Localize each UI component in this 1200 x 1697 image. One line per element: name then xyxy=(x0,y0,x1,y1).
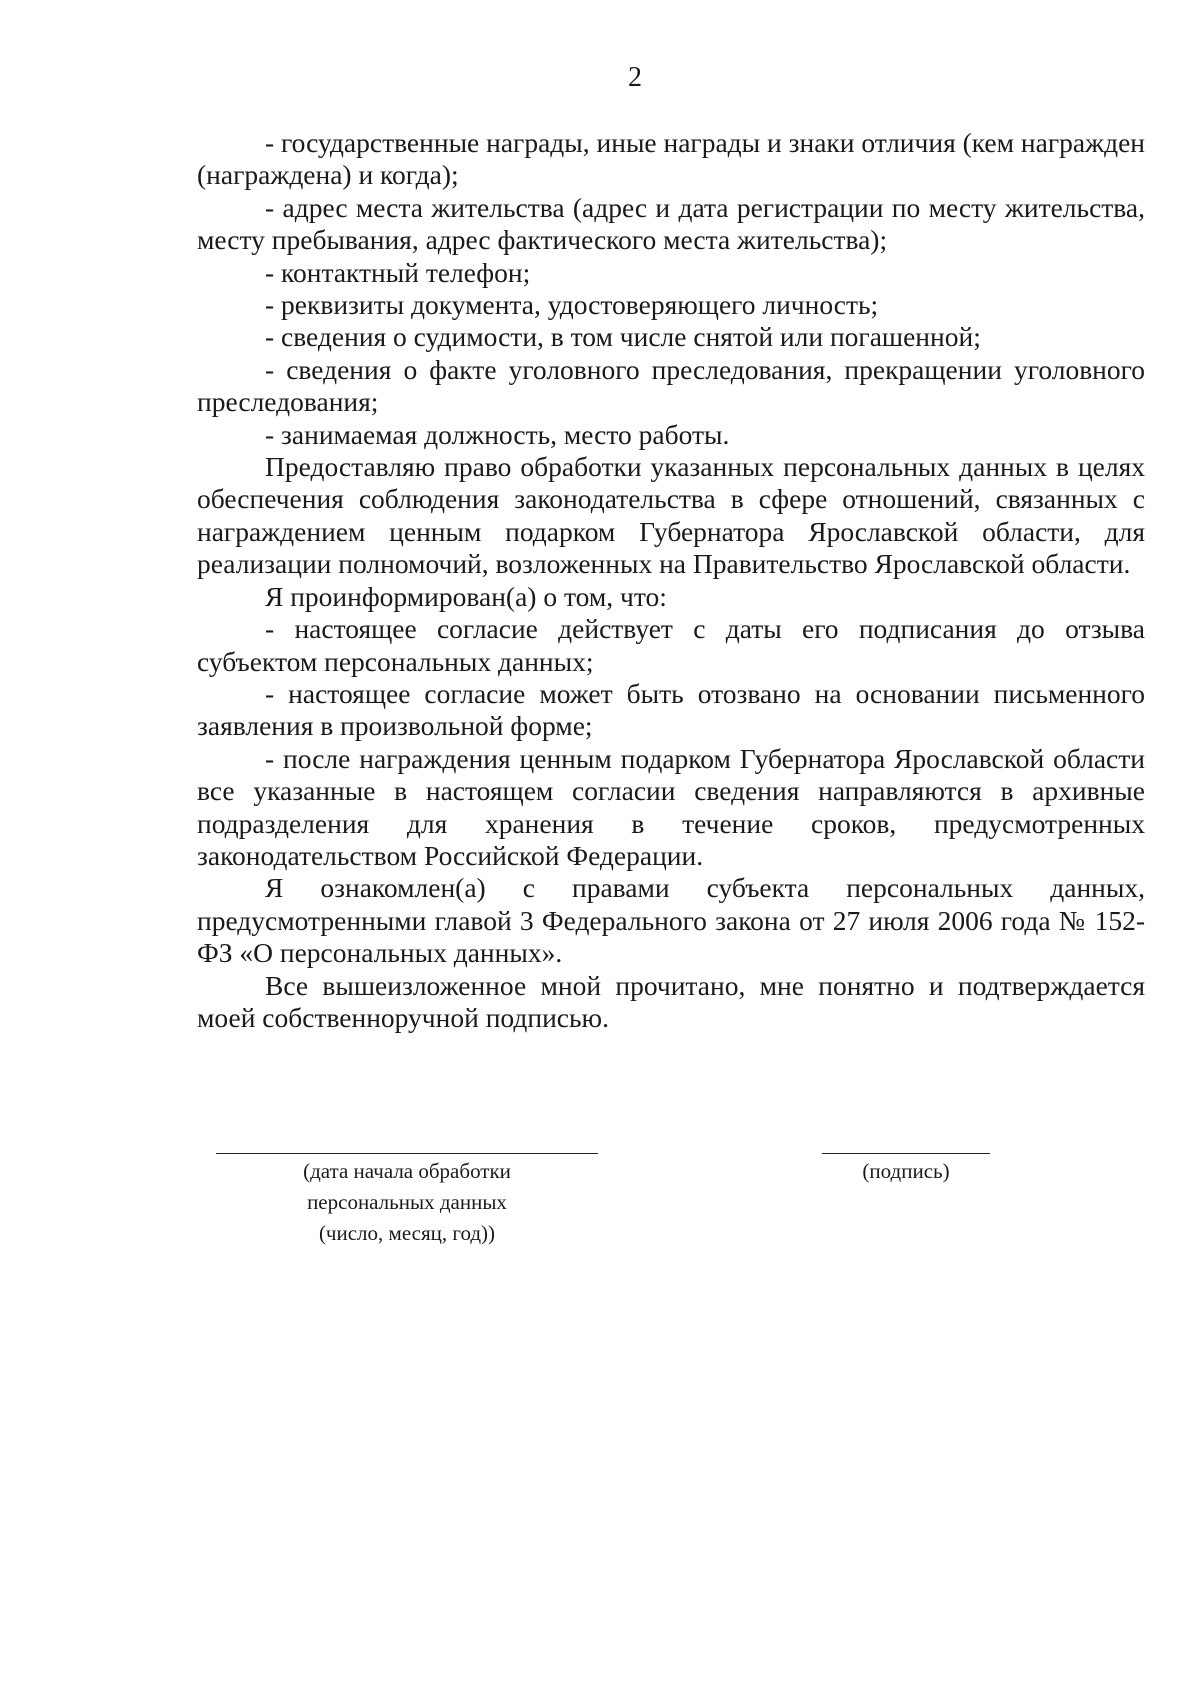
signature-caption: (подпись) xyxy=(862,1159,950,1183)
paragraph-prosecution: - сведения о факте уголовного преследования, прекращении уголовного преследования; xyxy=(197,353,1145,418)
paragraph-awards: - государственные награды, иные награды и знаки отличия (кем награжден (награждена) и когда); xyxy=(197,127,1145,191)
paragraph-rights: Я ознакомлен(а) с правами субъекта персональных данных, предусмотренными главой 3 Федерального закона от 27 июля 2006 года № 152-ФЗ «О персональных данных». xyxy=(197,872,1145,969)
page-number: 2 xyxy=(628,62,642,93)
date-caption-line: (дата начала обработки xyxy=(303,1159,511,1183)
signature-line xyxy=(822,1153,990,1154)
date-caption xyxy=(216,1156,598,1249)
paragraph-criminal-record: - сведения о судимости, в том числе снятой или погашенной; xyxy=(265,321,981,353)
paragraph-archive: - после награждения ценным подарком Губернатора Ярославской области все указанные в настоящем согласии сведения направляются в архивные подразделения для хранения в течение сроков, предусмотренных законодательством Российской Федерации. xyxy=(197,742,1145,871)
paragraph-position: - занимаемая должность, место работы. xyxy=(265,418,730,450)
date-caption-line: персональных данных xyxy=(307,1190,507,1214)
paragraph-validity: - настоящее согласие действует с даты его подписания до отзыва субъектом персональных данных; xyxy=(197,613,1145,677)
paragraph-informed: Я проинформирован(а) о том, что: xyxy=(265,580,667,612)
date-caption-line: (число, месяц, год)) xyxy=(318,1221,496,1245)
date-line xyxy=(216,1153,598,1154)
paragraph-phone: - контактный телефон; xyxy=(265,256,531,288)
signature-block xyxy=(822,1153,990,1187)
date-signature-block xyxy=(216,1153,598,1249)
document-body xyxy=(197,127,1145,1034)
paragraph-id-document: - реквизиты документа, удостоверяющего личность; xyxy=(265,289,879,321)
paragraph-address: - адрес места жительства (адрес и дата регистрации по месту жительства, месту пребывания, адрес фактического места жительства); xyxy=(197,191,1145,256)
paragraph-consent-purpose: Предоставляю право обработки указанных персональных данных в целях обеспечения соблюдения законодательства в сфере отношений, связанных с награждением ценным подарком Губернатора Ярославской области, для реализации полномочий, возложенных на Правительство Ярославской области. xyxy=(197,451,1145,580)
paragraph-revocation: - настоящее согласие может быть отозвано на основании письменного заявления в произвольной форме; xyxy=(197,677,1145,742)
paragraph-confirmation: Все вышеизложенное мной прочитано, мне понятно и подтверждается моей собственноручной подписью. xyxy=(197,969,1145,1033)
